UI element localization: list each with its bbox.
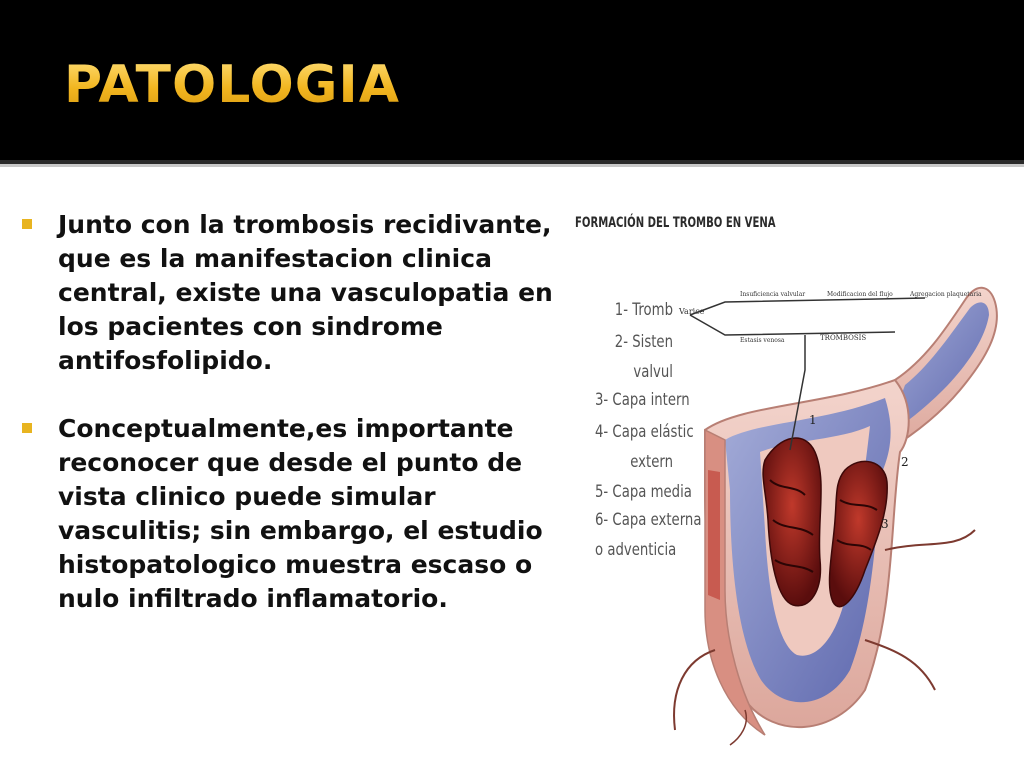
title-divider-light — [0, 164, 1024, 167]
bullet-item — [20, 208, 575, 378]
figure-label: 3- Capa intern — [595, 390, 690, 410]
figure-label: o adventicia — [595, 540, 677, 560]
figure-label: 2- Sisten — [614, 332, 673, 352]
flow-top-3: Agregacion plaquetaria — [910, 291, 982, 298]
figure-label: 6- Capa externa — [595, 510, 702, 530]
figure-label: valvul — [633, 362, 673, 382]
figure-label: 4- Capa elástic — [595, 422, 694, 442]
figure-label: 1- Tromb — [614, 300, 673, 320]
bullet-list — [20, 208, 575, 650]
figure-label: 5- Capa media — [595, 482, 692, 502]
thrombus-figure — [565, 190, 1020, 750]
bullet-text: Junto con la trombosis recidivante, que es la manifestacion clinica central, existe una vasculopatia en los pacientes con sindrome antifosfolipido. — [58, 210, 553, 375]
bullet-square-icon — [22, 219, 32, 229]
flow-bottom-1: Estasis venosa — [740, 337, 785, 344]
marker-1: 1 — [809, 413, 817, 427]
figure-title: FORMACIÓN DEL TROMBO EN VENA — [575, 215, 776, 231]
slide-title: PATOLOGIA — [64, 55, 400, 115]
bullet-text: Conceptualmente,es importante reconocer que desde el punto de vista clinico puede simular vasculitis; sin embargo, el estudio histopatologico muestra escaso o nulo infiltrado inflamatorio. — [58, 414, 543, 613]
marker-2: 2 — [901, 455, 909, 469]
flow-top-1: Insuficiencia valvular — [740, 291, 806, 298]
flow-bottom-2: TROMBOSIS — [820, 334, 867, 342]
figure-label: extern — [630, 452, 673, 472]
flow-left-label: Varice — [679, 307, 705, 316]
bullet-item — [20, 412, 575, 616]
marker-3: 3 — [881, 517, 889, 531]
flow-top-2: Modificacion del flujo — [827, 291, 893, 298]
bullet-square-icon — [22, 423, 32, 433]
